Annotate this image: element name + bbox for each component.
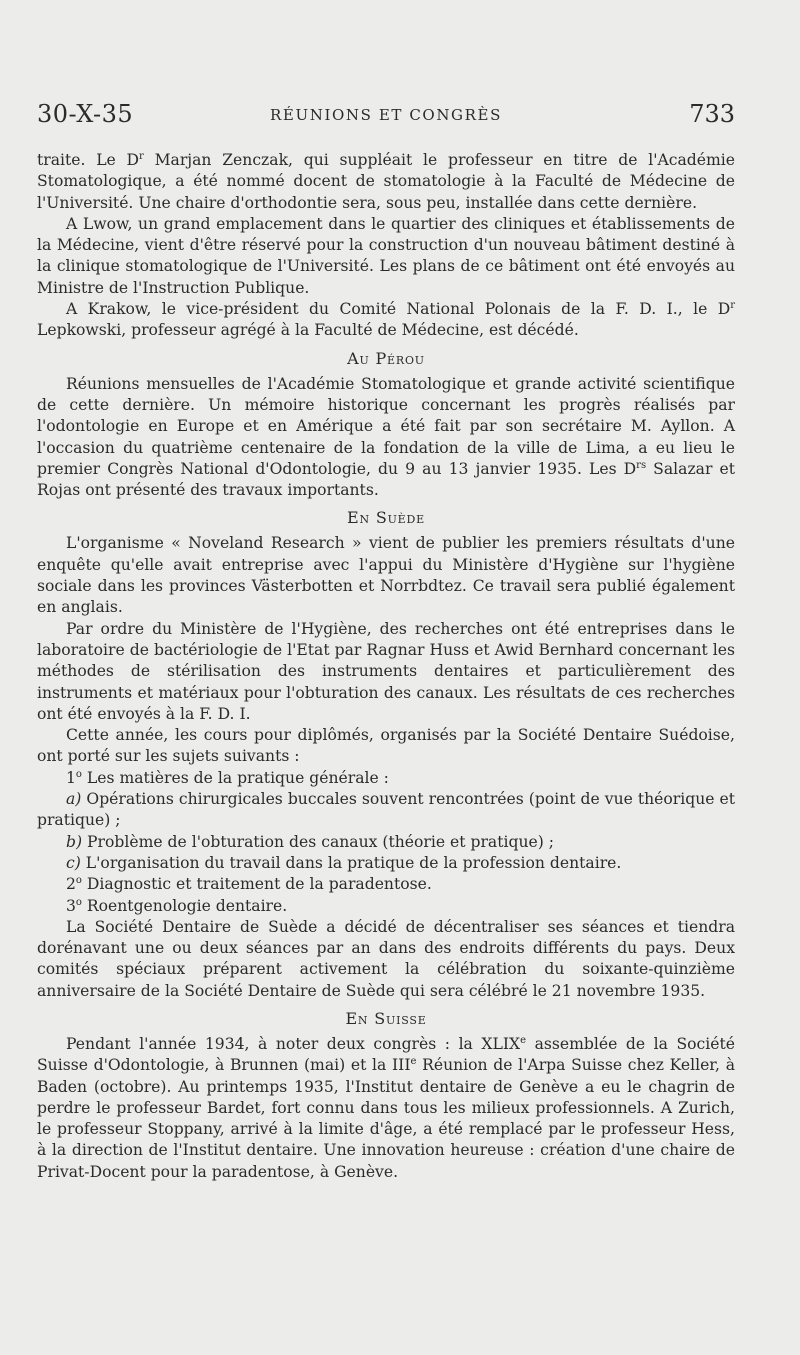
list-item: a) Opérations chirurgicales buccales souvent rencontrées (point de vue théorique et pratique) ; bbox=[37, 790, 735, 830]
paragraph: La Société Dentaire de Suède a décidé de décentraliser ses séances et tiendra dorénavant une ou deux séances par an dans des endroits différents du pays. Deux comités spéciaux préparent activement la célébration du soixante-quinzième anniversaire de la Société Dentaire de Suède qui sera célébré le 21 novembre 1935. bbox=[37, 917, 735, 1000]
header-date: 30-X-35 bbox=[37, 100, 134, 128]
paragraph: Pendant l'année 1934, à noter deux congrès : la XLIXe assemblée de la Société Suisse d'Odontologie, à Brunnen (mai) et la IIIe Réunion de l'Arpa Suisse chez Keller, à Baden (octobre). Au printemps 1935, l'Institut dentaire de Genève a eu le chagrin de perdre le professeur Bardet, fort connu dans tous les milieux professionnels. A Zurich, le professeur Stoppany, arrivé à la limite d'âge, a été remplacé par le professeur Hess, à la direction de l'Institut dentaire. Une innovation heureuse : création d'une chaire de Privat-Docent pour la paradentose, à Genève. bbox=[37, 1034, 735, 1181]
page-number: 733 bbox=[689, 100, 735, 128]
list-item: 3$^o$ Roentgenologie dentaire. bbox=[66, 896, 288, 915]
article-body bbox=[37, 150, 735, 1183]
section-heading-suede: En Suède bbox=[347, 508, 425, 528]
paragraph: traite. Le $D^r$ Marjan Zenczak, qui suppléait le professeur en titre de l'Académie Stomatologique, a été nommé docent de stomatologie à la Faculté de Médecine de l'Université. Une chaire d'orthodontie sera, sous peu, installée dans cette dernière. bbox=[37, 151, 735, 212]
list-item: b) Problème de l'obturation des canaux (théorie et pratique) ; bbox=[66, 832, 555, 851]
paragraph: L'organisme « Noveland Research » vient de publier les premiers résultats d'une enquête qu'elle avait entreprise avec l'appui du Ministère d'Hygiène sur l'hygiène sociale dans les provinces Västerbotten et Norrbdtez. Ce travail sera publié également en anglais. bbox=[37, 534, 735, 617]
list-item: c) L'organisation du travail dans la pratique de la profession dentaire. bbox=[66, 853, 622, 872]
paragraph: Par ordre du Ministère de l'Hygiène, des recherches ont été entreprises dans le laboratoire de bactériologie de l'Etat par Ragnar Huss et Awid Bernhard concernant les méthodes de stérilisation des instruments dentaires et particulièrement des instruments et matériaux pour l'obturation des canaux. Les résultats de ces recherches ont été envoyés à la F. D. I. bbox=[37, 619, 735, 723]
list-item: 1$^o$ Les matières de la pratique générale : bbox=[66, 768, 389, 787]
section-heading-suisse: En Suisse bbox=[345, 1008, 427, 1028]
section-heading-perou: Au Pérou bbox=[347, 348, 425, 368]
paragraph: A Krakow, le vice-président du Comité National Polonais de la F. D. I., le $D^r$ Lepkowski, professeur agrégé à la Faculté de Médecine, est décédé. bbox=[37, 300, 735, 340]
paragraph: A Lwow, un grand emplacement dans le quartier des cliniques et établissements de la Médecine, vient d'être réservé pour la construction d'un nouveau bâtiment destiné à la clinique stomatologique de l'Université. Les plans de ce bâtiment ont été envoyés au Ministre de l'Instruction Publique. bbox=[37, 214, 735, 297]
running-head bbox=[37, 100, 735, 134]
paragraph: Cette année, les cours pour diplômés, organisés par la Société Dentaire Suédoise, ont porté sur les sujets suivants : bbox=[37, 726, 735, 766]
header-section-title: RÉUNIONS ET CONGRÈS bbox=[270, 106, 502, 124]
paragraph: Réunions mensuelles de l'Académie Stomatologique et grande activité scientifique de cette dernière. Un mémoire historique concernant les progrès réalisés par l'odontologie en Europe et en Amérique a été fait par son secrétaire M. Ayllon. A l'occasion du quatrième centenaire de la fondation de la ville de Lima, a eu lieu le premier Congrès National d'Odontologie, du 9 au 13 janvier 1935. Les $D^{rs}$ Salazar et Rojas ont présenté des travaux importants. bbox=[37, 374, 735, 500]
list-item: 2$^o$ Diagnostic et traitement de la paradentose. bbox=[66, 875, 432, 894]
